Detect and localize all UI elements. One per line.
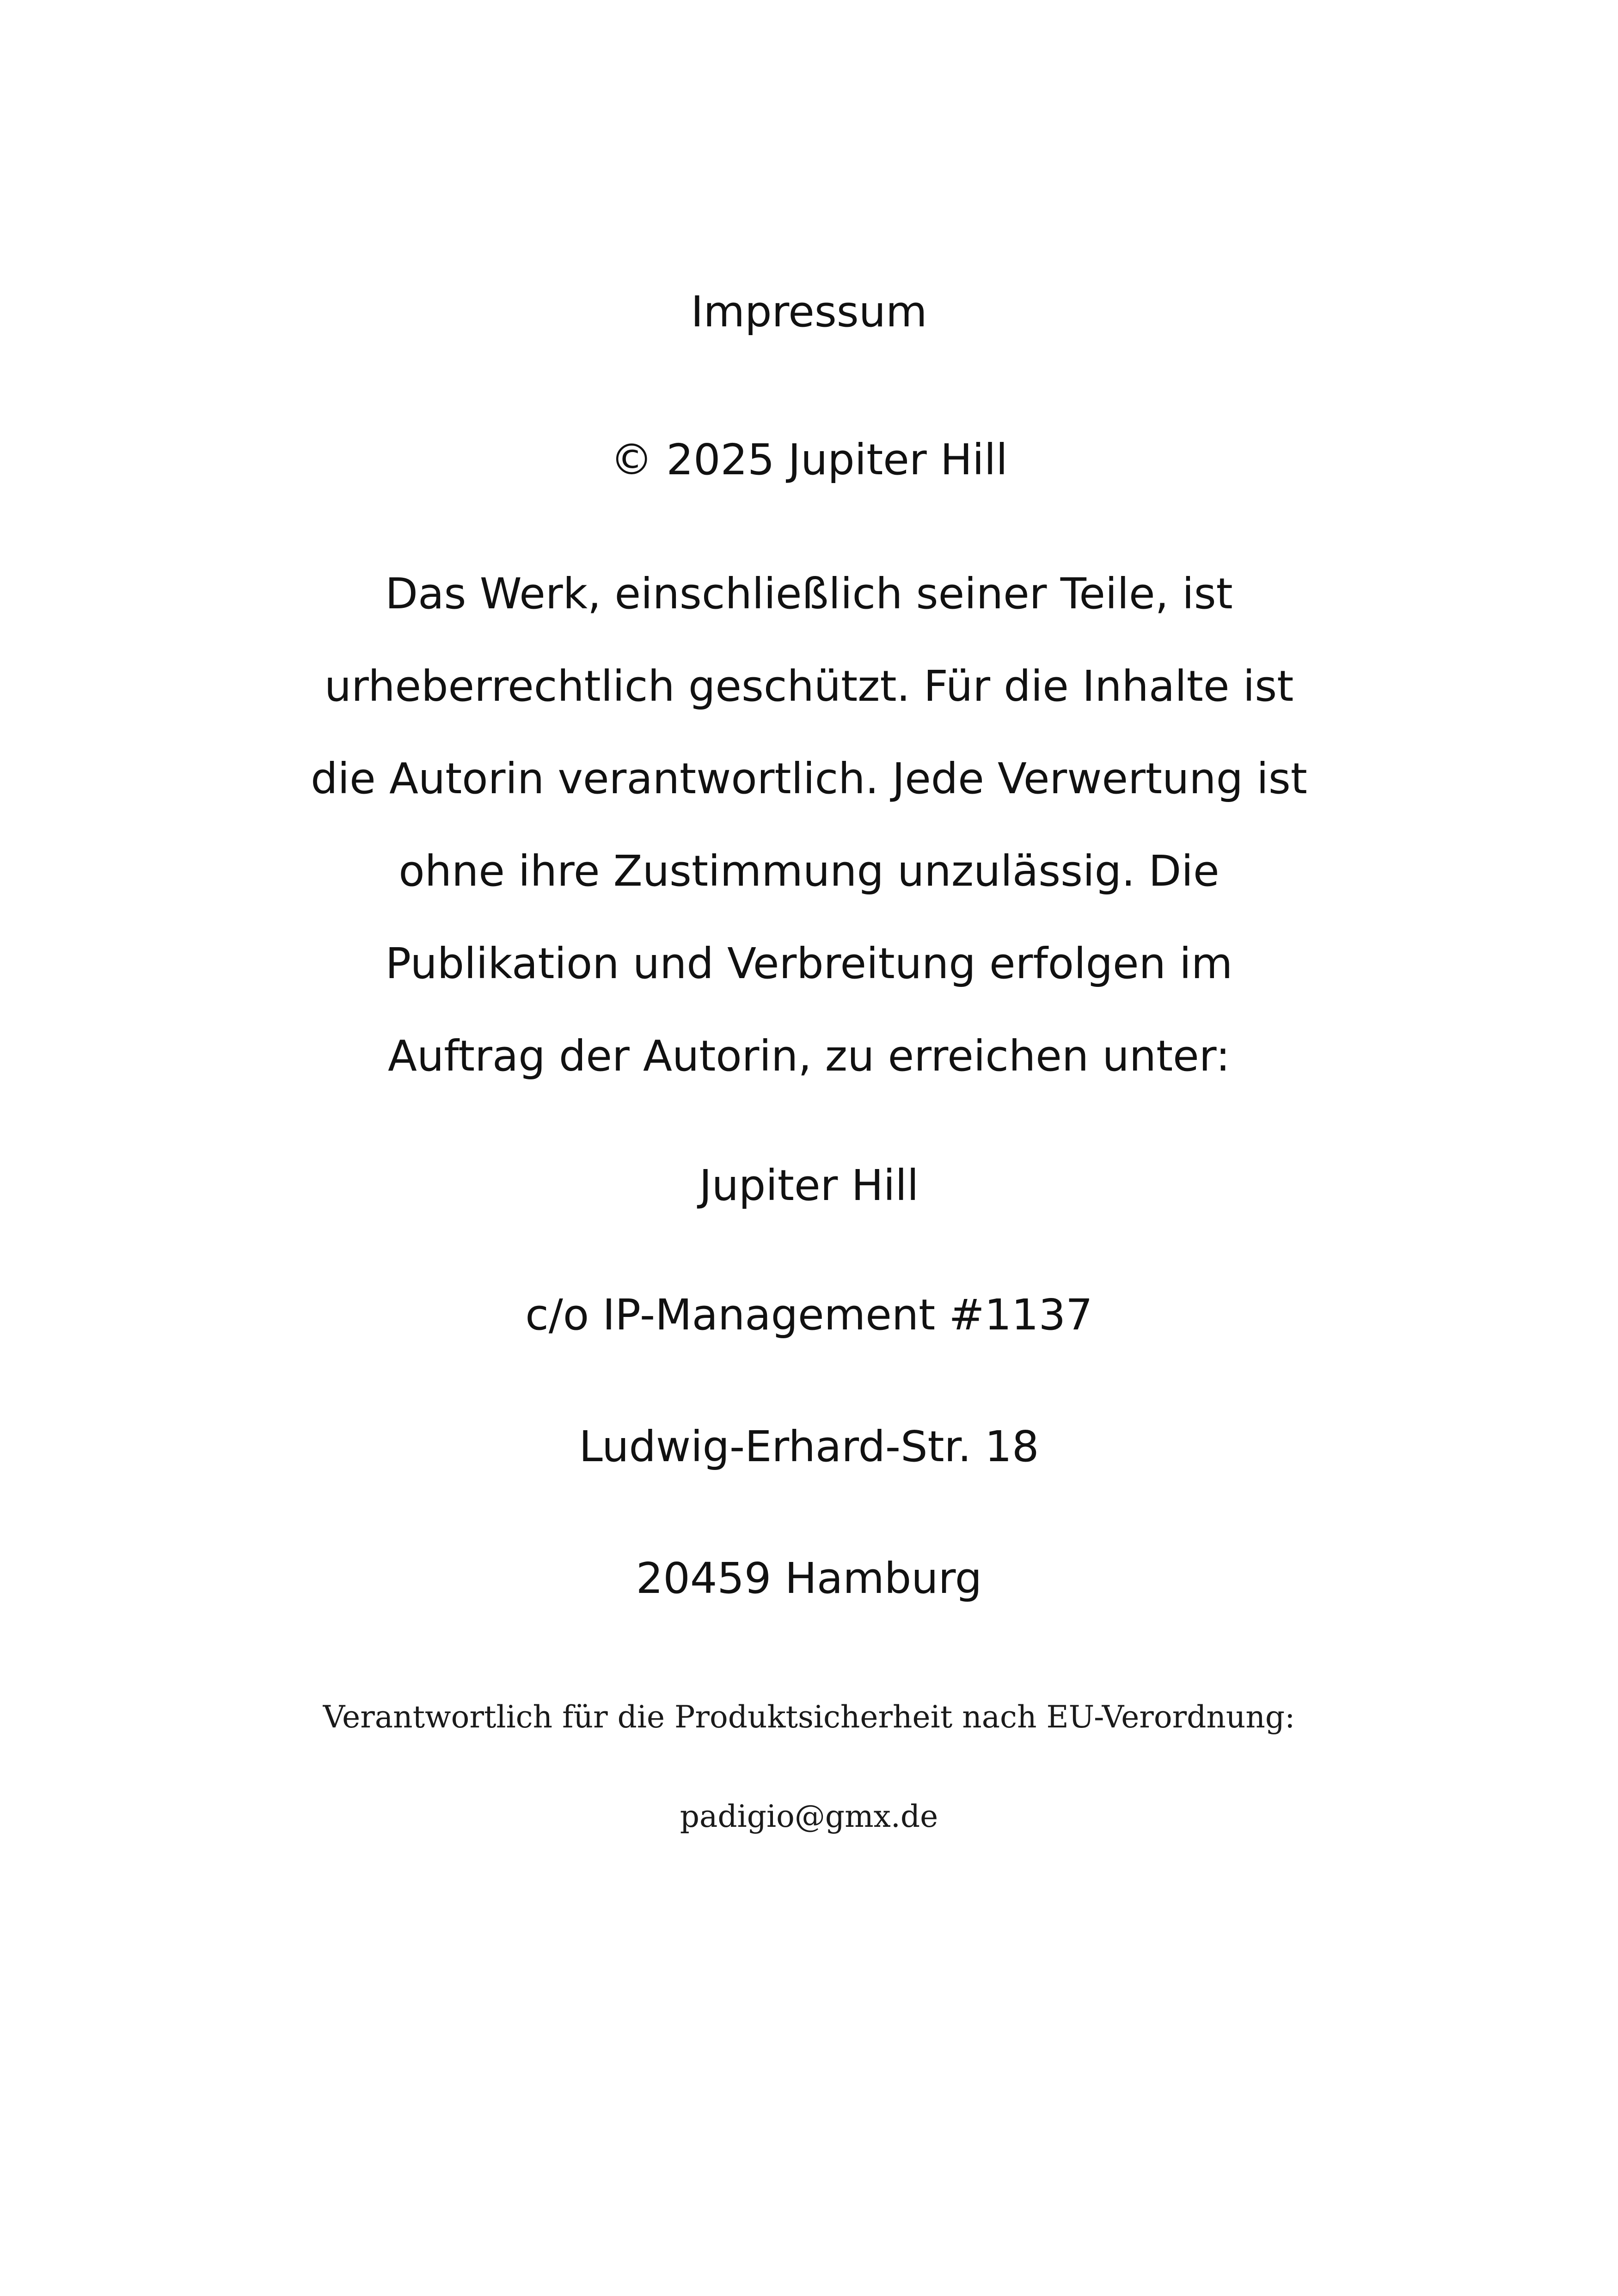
contact-email: padigio@gmx.de	[680, 1799, 938, 1834]
paragraph-line: ohne ihre Zustimmung unzulässig. Die	[398, 846, 1220, 896]
paragraph-line: Auftrag der Autorin, zu erreichen unter:	[388, 1031, 1230, 1081]
paragraph-line: Das Werk, einschließlich seiner Teile, ist	[385, 569, 1233, 618]
address-care-of: c/o IP-Management #1137	[525, 1290, 1093, 1340]
paragraph-line: Publikation und Verbreitung erfolgen im	[385, 939, 1233, 988]
paragraph-line: urheberrechtlich geschützt. Für die Inhalte ist	[324, 661, 1294, 711]
paragraph-line: die Autorin verantwortlich. Jede Verwertung ist	[311, 754, 1307, 803]
copyright-line: © 2025 Jupiter Hill	[610, 435, 1008, 484]
address-name: Jupiter Hill	[699, 1161, 919, 1210]
page-title: Impressum	[691, 287, 927, 337]
address-street: Ludwig-Erhard-Str. 18	[579, 1422, 1039, 1471]
product-safety-note: Verantwortlich für die Produktsicherheit nach EU-Verordnung:	[323, 1699, 1295, 1735]
address-city: 20459 Hamburg	[636, 1554, 982, 1603]
